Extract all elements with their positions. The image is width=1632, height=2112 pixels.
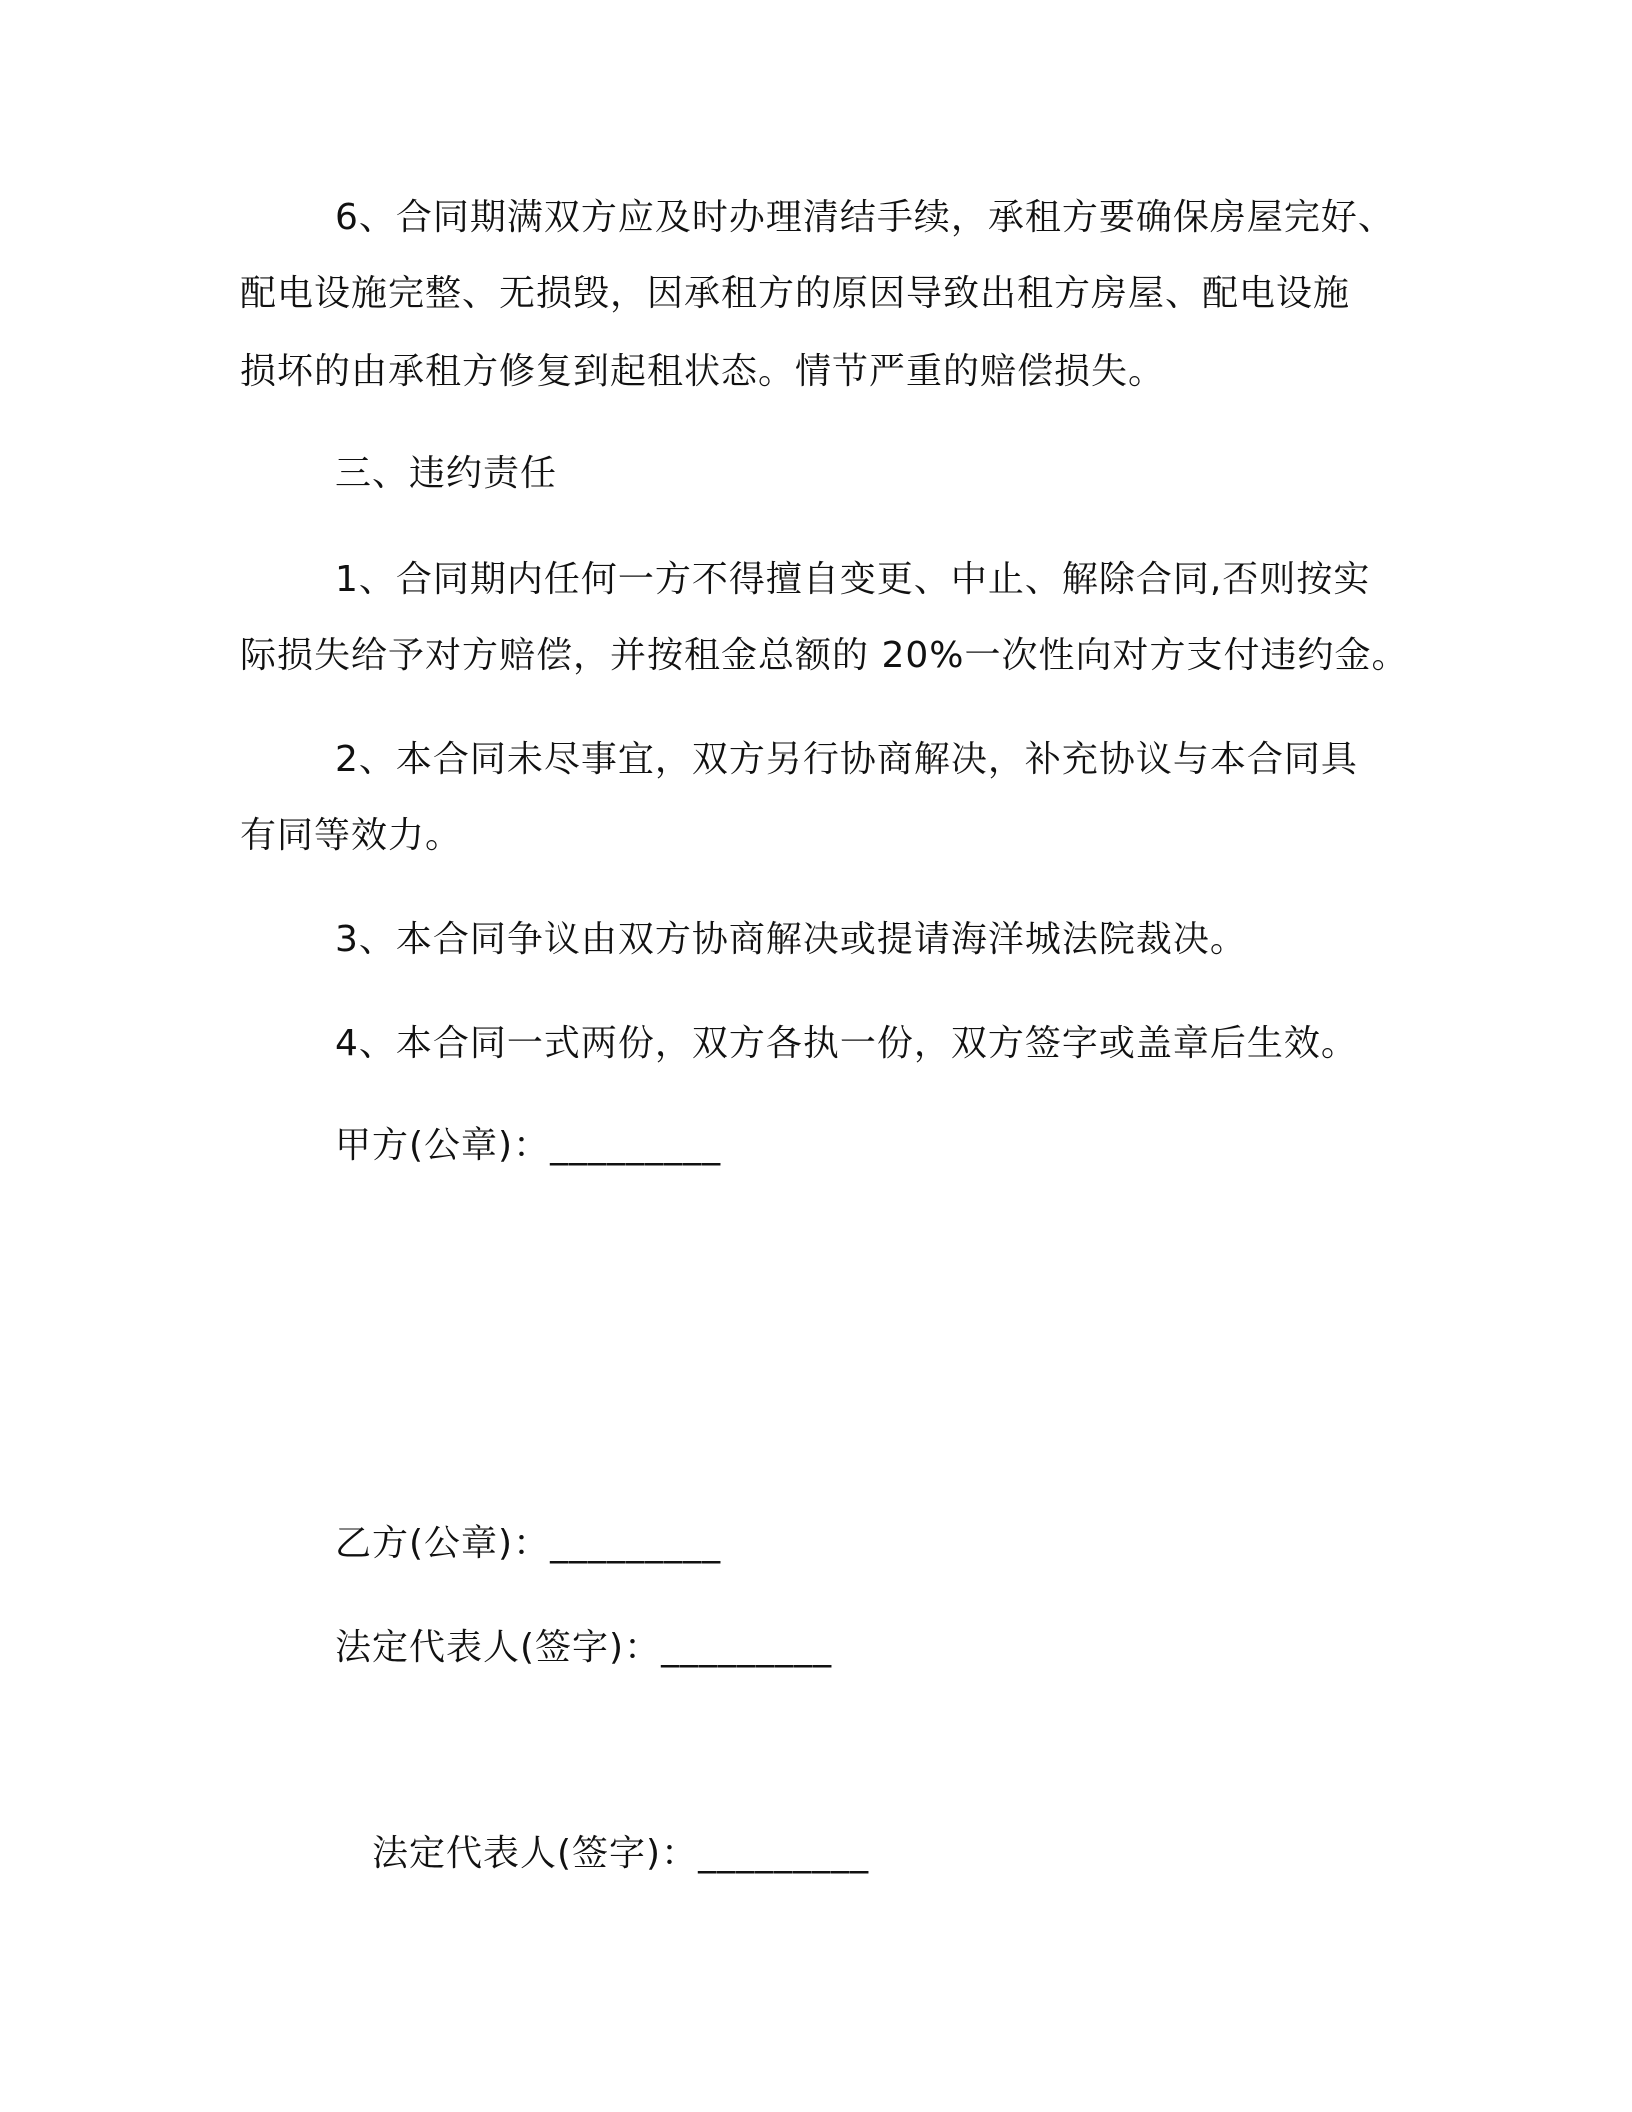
item-2-line-2: 有同等效力。	[240, 815, 463, 856]
clause-6-line-2: 配电设施完整、无损毁，因承租方的原因导致出租方房屋、配电设施	[240, 273, 1351, 314]
item-1-line-1: 1、合同期内任何一方不得擅自变更、中止、解除合同,否则按实	[335, 559, 1371, 600]
item-1-line-2: 际损失给予对方赔偿，并按租金总额的 20%一次性向对方支付违约金。	[240, 635, 1409, 676]
clause-6-line-3: 损坏的由承租方修复到起租状态。情节严重的赔偿损失。	[240, 351, 1166, 392]
section-title-breach: 三、违约责任	[335, 453, 558, 494]
party-b-seal-line: 乙方(公章)：_________	[335, 1523, 722, 1564]
legal-representative-signature-1: 法定代表人(签字)：_________	[335, 1627, 833, 1668]
item-2-line-1: 2、本合同未尽事宜，双方另行协商解决，补充协议与本合同具	[335, 739, 1358, 780]
party-a-seal-line: 甲方(公章)：_________	[335, 1125, 722, 1166]
item-4: 4、本合同一式两份，双方各执一份，双方签字或盖章后生效。	[335, 1023, 1358, 1064]
legal-representative-signature-2: 法定代表人(签字)：_________	[372, 1833, 870, 1874]
clause-6-line-1: 6、合同期满双方应及时办理清结手续，承租方要确保房屋完好、	[335, 197, 1395, 238]
item-3: 3、本合同争议由双方协商解决或提请海洋城法院裁决。	[335, 919, 1247, 960]
